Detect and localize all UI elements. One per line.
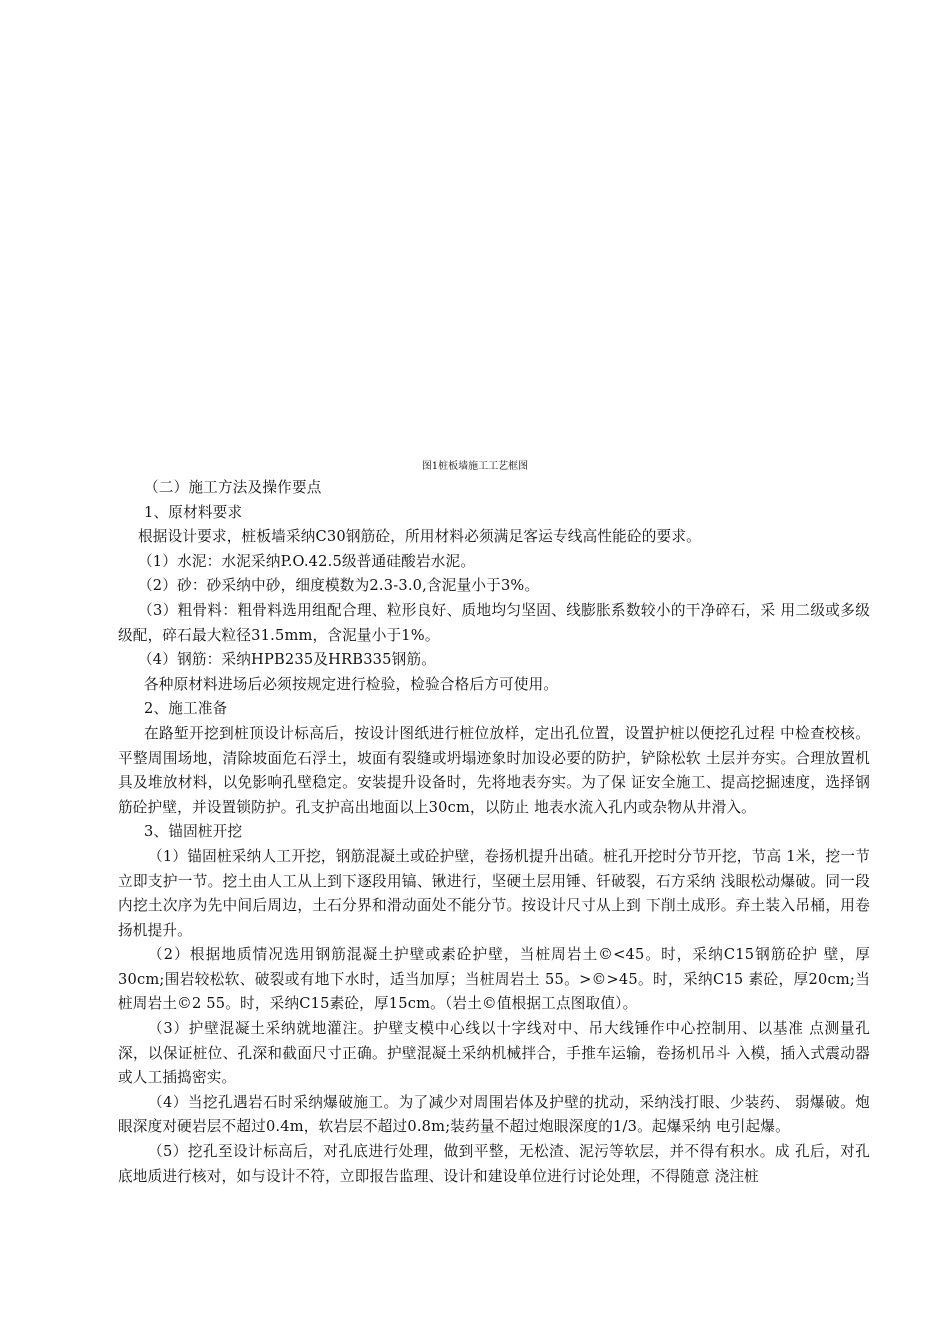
paragraph-inspection: 各种原材料进场后必须按规定进行检验，检验合格后方可使用。 [144,675,559,693]
section-heading-excavation: 3、锚固桩开挖 [144,823,243,841]
paragraph-excavation-1: （1）锚固桩采纳人工开挖，钢筋混凝土或砼护壁，卷扬机提升出碴。桩孔开挖时分节开挖，节高 1米，挖一节立即支护一节。挖土由人工从上到下逐段用镐、锹进行，坚硬土层用锤、钎破裂，石方采纳 浅眼松动爆破。同一段内挖土次序为先中间后周边，土石分界和滑动面处不能分节。按设计尺寸从上到 下削土成形。弃土装入吊桶，用卷扬机提升。 [118,847,870,939]
body-text [118,476,870,1189]
paragraph-excavation-2: （2）根据地质情况选用钢筋混凝土护壁或素砼护壁，当桩周岩土©<45。时，采纳C15钢筋砼护 壁，厚30cm;围岩较松软、破裂或有地下水时，适当加厚；当桩周岩土 55。>©>45。时，采纳C15 素砼，厚20cm;当桩周岩土©2 55。时，采纳C15素砼，厚15cm。（岩土©值根据工点图取值）。 [118,946,870,1013]
paragraph-excavation-5: （5）挖孔至设计标高后，对孔底进行处理，做到平整，无松渣、泥污等软层，并不得有积水。成 孔后，对孔底地质进行核对，如与设计不符，立即报告监理、设计和建设单位进行讨论处理，不得随意 浇注桩 [118,1143,870,1185]
paragraph-materials-intro: 根据设计要求，桩板墙采纳C30钢筋砼，所用材料必须满足客运专线高性能砼的要求。 [138,528,701,546]
section-heading-method: （二）施工方法及操作要点 [144,479,322,496]
paragraph-excavation-4: （4）当挖孔遇岩石时采纳爆破施工。为了减少对周围岩体及护壁的扰动，采纳浅打眼、少装药、 弱爆破。炮眼深度对硬岩层不超过0.4m，软岩层不超过0.8m;装药量不超过炮眼深度的1/3。起爆采纳 电引起爆。 [118,1093,870,1136]
figure-caption: 图1桩板墙施工工艺框图 [421,461,529,472]
figure-placeholder [0,0,950,455]
paragraph-aggregate: （3）粗骨料：粗骨料选用组配合理、粒形良好、质地均匀坚固、线膨胀系数较小的干净碎石，采 用二级或多级级配，碎石最大粒径31.5mm，含泥量小于1%。 [118,601,870,644]
section-heading-materials: 1、原材料要求 [144,503,243,521]
paragraph-cement: （1）水泥：水泥采纳P.O.42.5级普通硅酸岩水泥。 [138,552,476,570]
paragraph-steel: （4）钢筋：采纳HPB235及HRB335钢筋。 [138,651,437,669]
paragraph-excavation-3: （3）护壁混凝土采纳就地灌注。护壁支模中心线以十字线对中、吊大线锤作中心控制用、以基准 点测量孔深，以保证桩位、孔深和截面尺寸正确。护壁混凝土采纳机械拌合，手推车运输，卷扬机吊斗 入模，插入式震动器或人工插捣密实。 [118,1020,870,1087]
paragraph-sand: （2）砂：砂采纳中砂，细度模数为2.3-3.0,含泥量小于3%。 [138,577,540,595]
paragraph-preparation: 在路堑开挖到桩顶设计标高后，按设计图纸进行桩位放样，定出孔位置，设置护桩以便挖孔过程 中检查校核。平整周围场地，清除坡面危石浮土，坡面有裂缝或坍塌迹象时加设必要的防护，铲除松软 土层并夯实。合理放置机具及堆放材料，以免影响孔壁稳定。安装提升设备时，先将地表夯实。为了保 证安全施工、提高挖掘速度，选择钢筋砼护壁，并设置锁防护。孔支护高出地面以上30cm，以防止 地表水流入孔内或杂物从井滑入。 [118,724,870,816]
section-heading-preparation: 2、施工准备 [144,700,228,718]
